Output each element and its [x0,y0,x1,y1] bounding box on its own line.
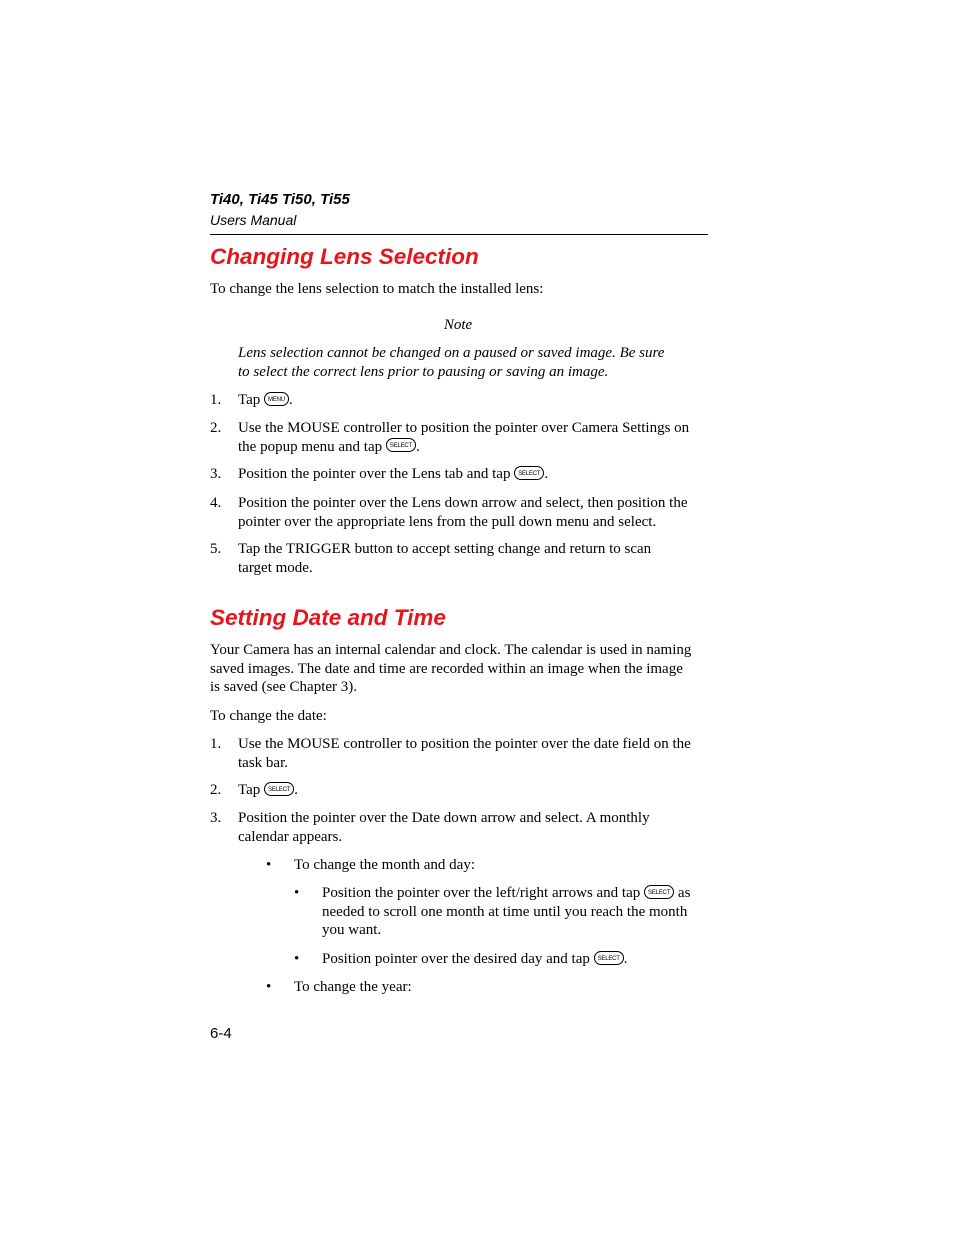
select-button-icon: SELECT [594,951,624,965]
date-lead: To change the date: [210,708,327,724]
step-number: 3. [210,810,222,826]
step-text-end: . [544,466,549,482]
bullet-icon: • [294,885,300,901]
sub-bullet-text-end: as needed to scroll one month at time until you reach the month you want. [322,885,691,939]
manual-subtitle: Users Manual [210,212,297,228]
bullet-icon: • [266,857,272,873]
step-text-end: . [294,782,298,798]
page-number: 6-4 [210,1025,232,1042]
header-divider [210,234,708,235]
lens-step-2 [238,419,698,456]
lens-step-1 [238,391,708,410]
date-step-1: Use the MOUSE controller to position the pointer over the date field on the task bar. [238,736,691,771]
bullet-icon: • [294,951,300,967]
section-heading-date-time: Setting Date and Time [210,605,446,630]
section-heading-lens: Changing Lens Selection [210,244,479,269]
date-time-intro: Your Camera has an internal calendar and clock. The calendar is used in naming saved images. The date and time are recorded within an image when the image is saved (see Chapter 3). [210,642,692,696]
bullet-icon: • [266,979,272,995]
sub-bullet-day [322,950,708,969]
sub-bullet-arrows [322,884,708,940]
step-number: 2. [210,420,222,436]
date-step-2 [238,781,708,800]
sub-bullet-text-end: . [623,951,628,967]
sub-bullet-text: Position the pointer over the left/right arrows and tap [322,885,641,901]
bullet-year: To change the year: [294,979,412,995]
step-number: 3. [210,466,222,482]
lens-step-5: Tap the TRIGGER button to accept setting change and return to scan target mode. [238,541,652,576]
step-number: 5. [210,541,222,557]
step-number: 1. [210,392,222,408]
step-text: Tap [238,782,261,798]
step-number: 1. [210,736,222,752]
select-button-icon: SELECT [514,466,544,480]
menu-button-icon: MENU [264,392,289,406]
date-step-3: Position the pointer over the Date down arrow and select. A monthly calendar appears. [238,810,650,845]
step-text-end: . [416,438,420,455]
lens-step-3 [238,465,708,484]
step-text-end: . [288,392,293,408]
note-text: Lens selection cannot be changed on a paused or saved image. Be sure to select the correct lens prior to pausing or saving an image. [238,345,665,380]
step-text: Tap [238,392,261,408]
manual-title: Ti40, Ti45 Ti50, Ti55 [210,191,350,208]
bullet-month-day: To change the month and day: [294,857,475,873]
lens-step-4: Position the pointer over the Lens down arrow and select, then position the pointer over the appropriate lens from the pull down menu and select. [238,495,688,530]
step-number: 2. [210,782,222,798]
step-text: Position the pointer over the Lens tab and tap [238,466,511,482]
sub-bullet-text: Position pointer over the desired day and tap [322,951,590,967]
step-number: 4. [210,495,222,511]
select-button-icon: SELECT [386,438,416,452]
step-text: Use the MOUSE controller to position the pointer over Camera Settings on the popup menu and tap [238,420,690,455]
select-button-icon: SELECT [644,885,674,899]
lens-intro: To change the lens selection to match the installed lens: [210,281,544,297]
select-button-icon: SELECT [264,782,294,796]
note-label: Note [443,317,473,333]
